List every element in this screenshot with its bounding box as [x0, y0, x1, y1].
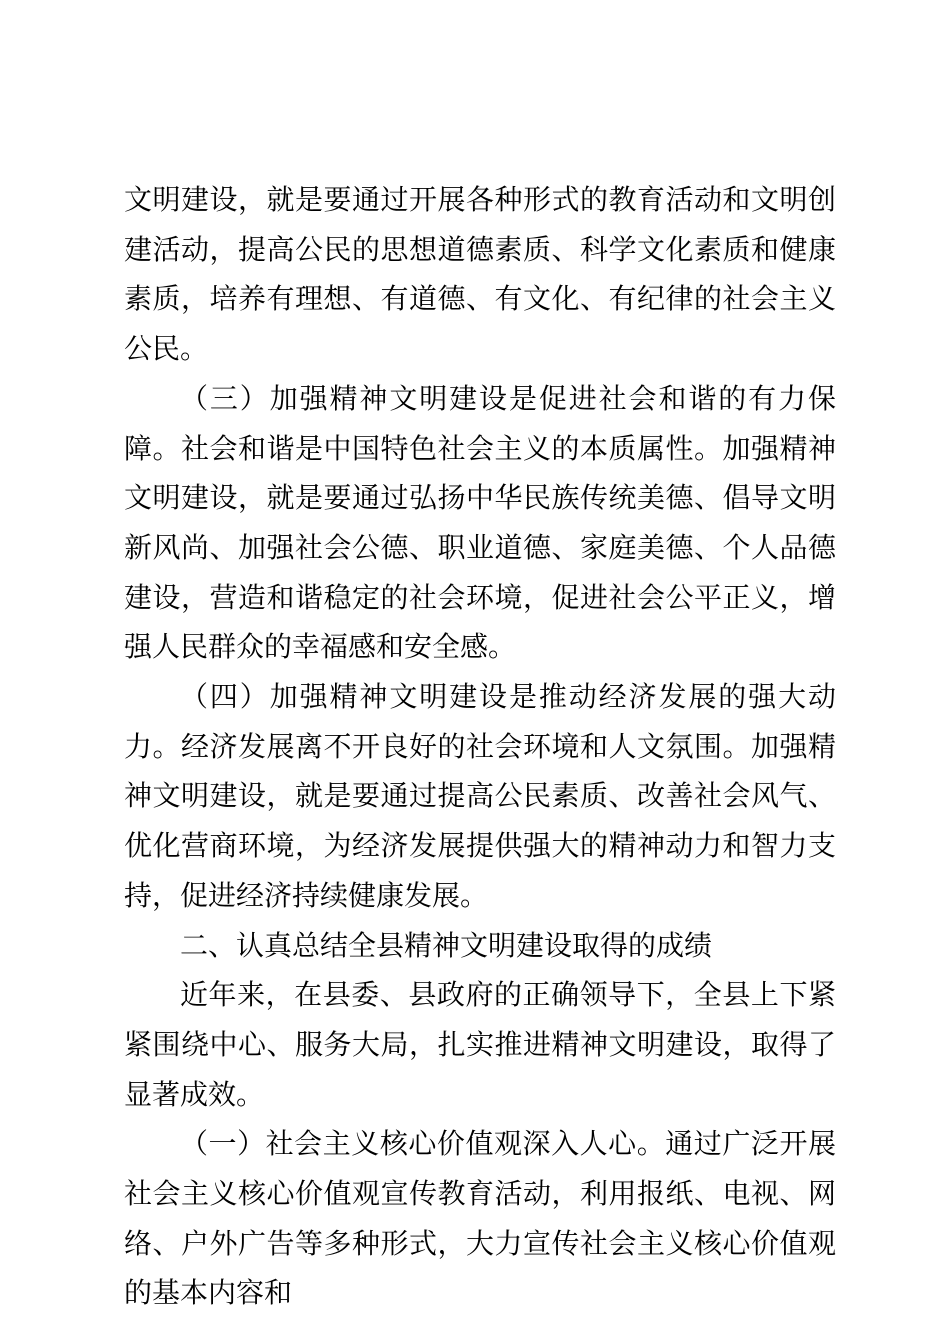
document-text-block: [124, 175, 836, 1318]
section-heading: 二、认真总结全县精神文明建设取得的成绩: [180, 929, 713, 961]
paragraph-recent-years: 近年来，在县委、县政府的正确领导下，全县上下紧紧围绕中心、服务大局，扎实推进精神文明建设，取得了显著成效。: [124, 979, 836, 1110]
paragraph-item-four: （四）加强精神文明建设是推动经济发展的强大动力。经济发展离不开良好的社会环境和人文氛围。加强精神文明建设，就是要通过提高公民素质、改善社会风气、优化营商环境，为经济发展提供强大的精神动力和智力支持，促进经济持续健康发展。: [124, 681, 836, 911]
paragraph-item-three: （三）加强精神文明建设是促进社会和谐的有力保障。社会和谐是中国特色社会主义的本质属性。加强精神文明建设，就是要通过弘扬中华民族传统美德、倡导文明新风尚、加强社会公德、职业道德、家庭美德、个人品德建设，营造和谐稳定的社会环境，促进社会公平正义，增强人民群众的幸福感和安全感。: [124, 382, 836, 663]
paragraph-continuation: 文明建设，就是要通过开展各种形式的教育活动和文明创建活动，提高公民的思想道德素质、科学文化素质和健康素质，培养有理想、有道德、有文化、有纪律的社会主义公民。: [124, 184, 836, 365]
paragraph-item-one: （一）社会主义核心价值观深入人心。通过广泛开展社会主义核心价值观宣传教育活动，利用报纸、电视、网络、户外广告等多种形式，大力宣传社会主义核心价值观的基本内容和: [124, 1128, 836, 1309]
